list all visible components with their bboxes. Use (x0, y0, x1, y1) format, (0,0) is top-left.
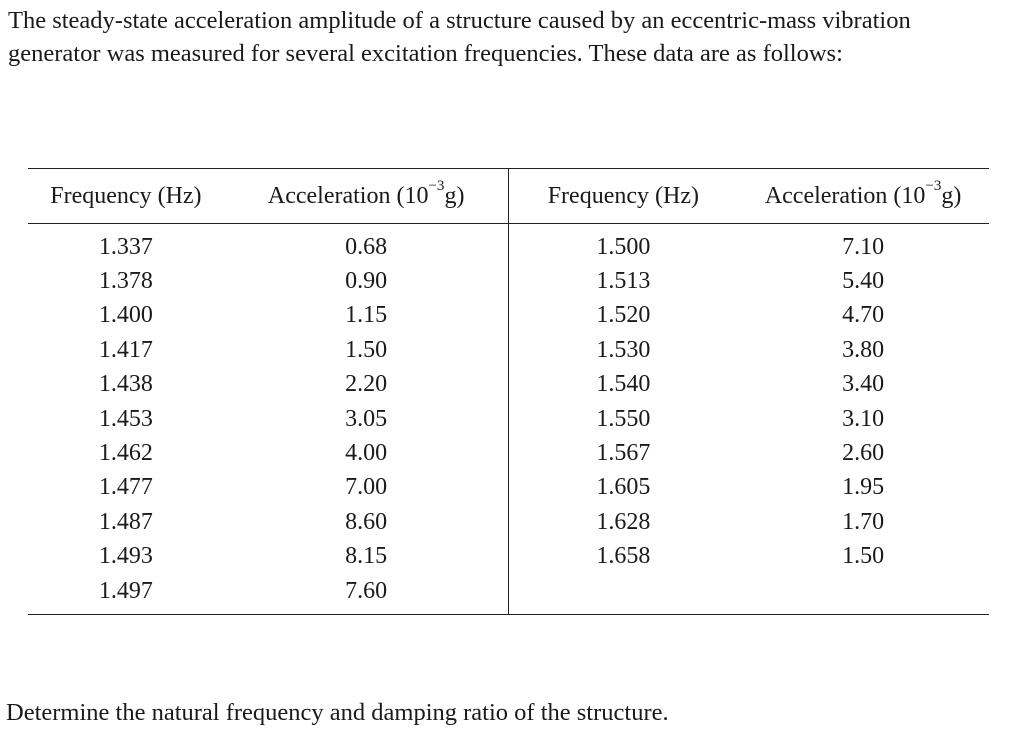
header-frequency-left: Frequency (Hz) (28, 169, 224, 224)
acceleration-right-cell: 4.70 (842, 302, 885, 329)
acceleration-right-cell: 3.40 (842, 371, 885, 398)
acceleration-left-cell: 8.60 (224, 505, 509, 539)
header-acceleration-right: Acceleration $(10^{-3}g)$ (737, 169, 989, 224)
acceleration-right-cell: 7.10 (842, 233, 885, 260)
frequency-left-cell: 1.417 (98, 336, 153, 363)
table-row (28, 299, 989, 333)
acceleration-right-cell: 2.60 (842, 440, 885, 467)
acceleration-left-cell: 7.60 (224, 574, 509, 615)
frequency-left-cell: 1.337 (98, 233, 153, 260)
acceleration-left-cell: 3.05 (224, 402, 509, 436)
table-row (28, 402, 989, 436)
header-frequency-right: Frequency (Hz) (509, 169, 737, 224)
acceleration-left-cell: 0.90 (224, 264, 509, 298)
table-row (28, 505, 989, 539)
table-row (28, 540, 989, 574)
frequency-right-cell: 1.567 (596, 440, 651, 467)
acceleration-right-cell: 5.40 (842, 268, 885, 295)
frequency-acceleration-table (28, 168, 989, 615)
frequency-left-cell: 1.400 (98, 302, 153, 329)
frequency-left-cell: 1.453 (98, 405, 153, 432)
frequency-right-cell: 1.513 (596, 268, 651, 295)
frequency-right-cell: 1.540 (596, 371, 651, 398)
acceleration-left-cell: 8.15 (224, 540, 509, 574)
frequency-right-cell: 1.628 (596, 508, 651, 535)
frequency-left-cell: 1.378 (98, 268, 153, 295)
acceleration-right-cell: 3.80 (842, 336, 885, 363)
frequency-left-cell: 1.477 (98, 474, 153, 501)
frequency-right-cell: 1.605 (596, 474, 651, 501)
acceleration-left-cell: 0.68 (224, 224, 509, 265)
acceleration-left-cell: 1.15 (224, 299, 509, 333)
acceleration-left-cell: 1.50 (224, 333, 509, 367)
frequency-right-cell: 1.530 (596, 336, 651, 363)
acceleration-left-cell: 7.00 (224, 471, 509, 505)
table-header-row (28, 169, 989, 224)
question-text: Determine the natural frequency and damping ratio of the structure. (6, 699, 669, 726)
table-body (28, 224, 989, 615)
frequency-left-cell: 1.438 (98, 371, 153, 398)
table-row (28, 574, 989, 615)
acceleration-right-cell: 1.70 (842, 508, 885, 535)
table-row (28, 264, 989, 298)
frequency-right-cell: 1.658 (596, 543, 651, 570)
frequency-right-cell: 1.550 (596, 405, 651, 432)
frequency-right-cell (509, 574, 737, 615)
frequency-left-cell: 1.487 (98, 508, 153, 535)
frequency-right-cell: 1.520 (596, 302, 651, 329)
acceleration-right-cell (737, 574, 989, 615)
intro-line-2: generator was measured for several excitation frequencies. These data are as follows: (8, 40, 843, 67)
problem-statement (8, 4, 1018, 70)
acceleration-right-cell: 3.10 (842, 405, 885, 432)
table-row (28, 471, 989, 505)
acceleration-right-cell: 1.95 (842, 474, 885, 501)
intro-line-1: The steady-state acceleration amplitude of a structure caused by an eccentric-mass vibration (8, 7, 911, 34)
frequency-left-cell: 1.497 (28, 574, 224, 615)
acceleration-left-cell: 4.00 (224, 436, 509, 470)
table-row (28, 368, 989, 402)
table-row (28, 224, 989, 265)
frequency-left-cell: 1.462 (98, 440, 153, 467)
acceleration-left-cell: 2.20 (224, 368, 509, 402)
header-acceleration-left: Acceleration $(10^{-3}g)$ (224, 169, 509, 224)
frequency-left-cell: 1.493 (98, 543, 153, 570)
acceleration-right-cell: 1.50 (842, 543, 885, 570)
table-row (28, 436, 989, 470)
frequency-right-cell: 1.500 (596, 233, 651, 260)
table-row (28, 333, 989, 367)
